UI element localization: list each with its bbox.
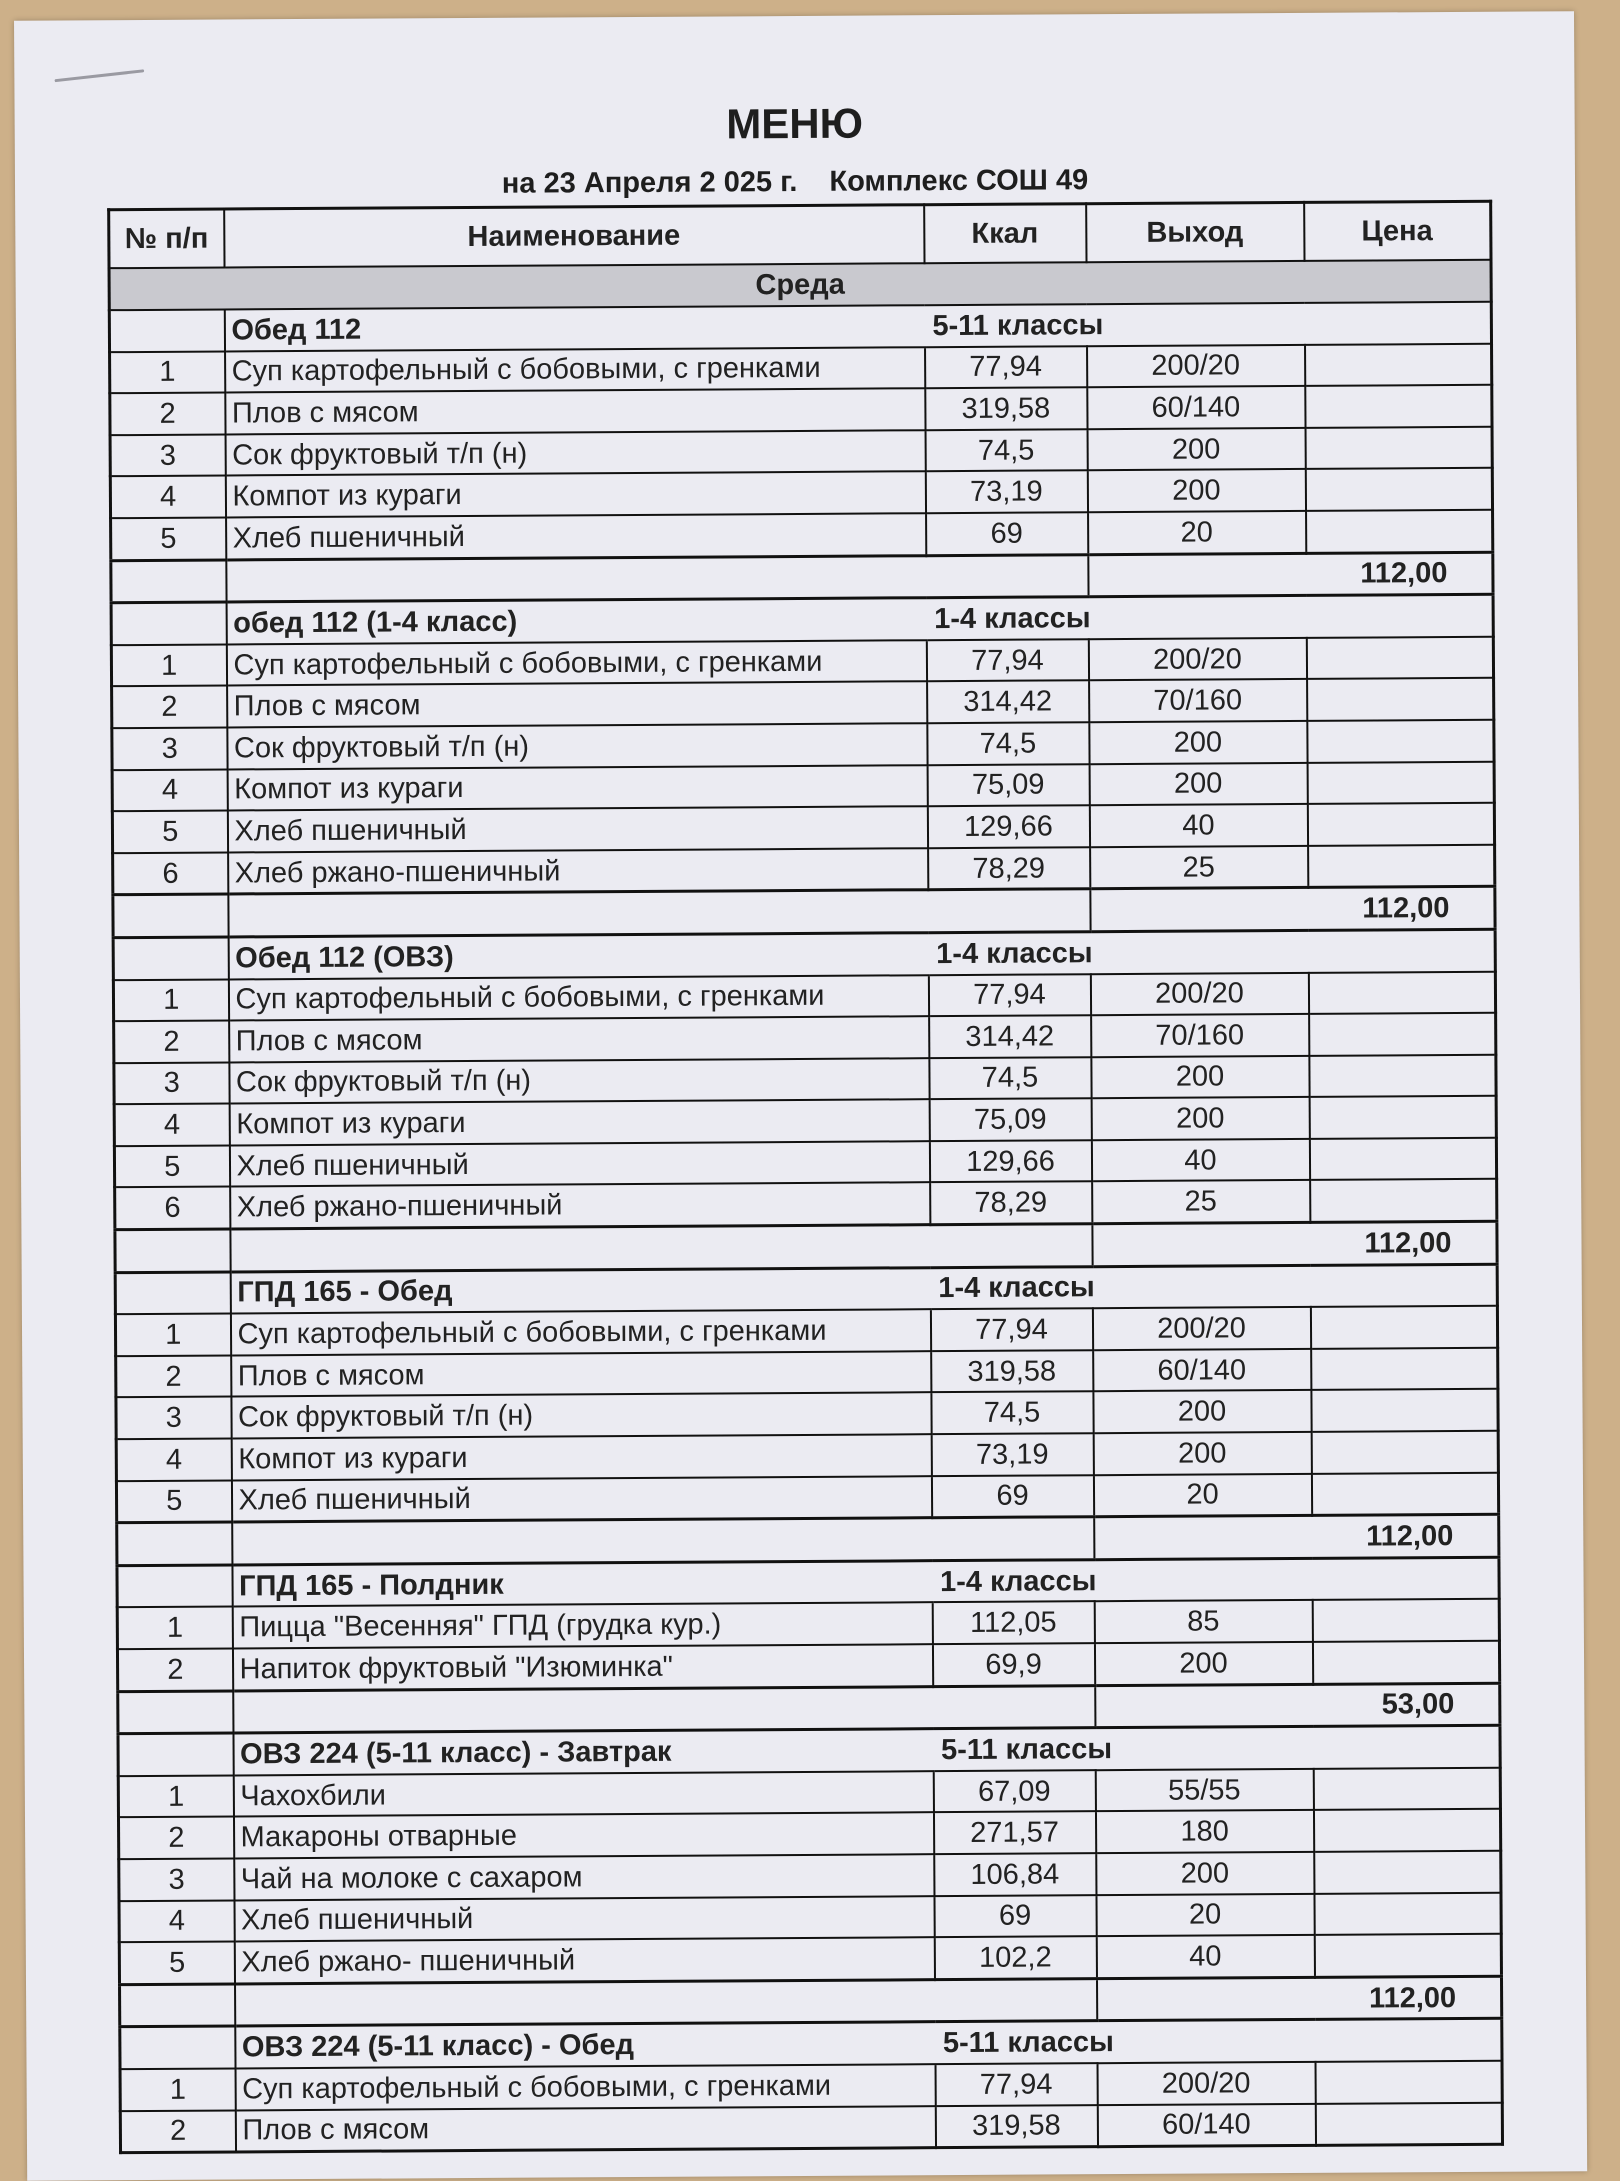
total-empty-cell xyxy=(120,1984,235,2027)
item-price xyxy=(1309,1013,1496,1056)
group-number-cell xyxy=(118,1733,233,1776)
item-kcal: 77,94 xyxy=(926,639,1088,682)
item-name: Хлеб ржано-пшеничный xyxy=(228,848,928,894)
item-name: Суп картофельный с бобовыми, с гренками xyxy=(225,347,925,393)
item-kcal: 129,66 xyxy=(927,805,1089,848)
group-name: обед 112 (1-4 класс) xyxy=(226,598,926,644)
item-number: 1 xyxy=(118,1775,233,1817)
item-kcal: 69,9 xyxy=(932,1643,1094,1686)
item-name: Сок фруктовый т/п (н) xyxy=(227,723,927,769)
item-price xyxy=(1313,1768,1500,1811)
item-kcal: 69 xyxy=(934,1895,1096,1938)
item-output: 20 xyxy=(1088,511,1306,554)
item-name: Напиток фруктовый "Изюминка" xyxy=(232,1644,932,1690)
item-kcal: 69 xyxy=(931,1475,1093,1518)
item-price xyxy=(1305,427,1492,470)
item-number: 4 xyxy=(116,1438,231,1480)
total-empty-cell xyxy=(111,560,226,603)
item-price xyxy=(1306,636,1493,679)
item-kcal: 106,84 xyxy=(934,1853,1096,1896)
item-kcal: 112,05 xyxy=(932,1602,1094,1645)
item-name: Хлеб ржано- пшеничный xyxy=(234,1937,934,1983)
group-name: Обед 112 xyxy=(224,305,924,351)
total-empty-cell xyxy=(115,1229,230,1272)
item-output: 40 xyxy=(1091,1139,1309,1182)
item-kcal: 77,94 xyxy=(935,2063,1097,2106)
item-name: Компот из кураги xyxy=(227,765,927,811)
item-price xyxy=(1314,1892,1501,1935)
item-price xyxy=(1305,385,1492,428)
item-price xyxy=(1315,2102,1502,2145)
item-price xyxy=(1305,468,1492,511)
item-number: 2 xyxy=(110,393,225,435)
item-number: 6 xyxy=(113,852,228,895)
item-kcal: 73,19 xyxy=(925,471,1087,514)
item-price xyxy=(1307,678,1494,721)
page-title: МЕНЮ xyxy=(726,99,864,148)
header-row xyxy=(109,201,1491,268)
group-classes: 1-4 классы xyxy=(932,1557,1499,1603)
item-output: 25 xyxy=(1092,1180,1310,1223)
item-name: Макароны отварные xyxy=(233,1813,933,1859)
item-output: 200 xyxy=(1094,1642,1312,1685)
menu-complex: Комплекс СОШ 49 xyxy=(829,164,1089,198)
item-number: 2 xyxy=(117,1648,232,1691)
item-number: 1 xyxy=(120,2068,235,2110)
item-output: 25 xyxy=(1090,846,1308,889)
group-number-cell xyxy=(115,1272,230,1315)
item-name: Компот из кураги xyxy=(229,1099,929,1145)
group-number-cell xyxy=(111,602,226,645)
page-subtitle xyxy=(15,161,1575,204)
item-price xyxy=(1311,1472,1498,1515)
group-classes: 1-4 классы xyxy=(928,929,1495,975)
group-total-price: 112,00 xyxy=(1094,1514,1499,1559)
item-price xyxy=(1307,803,1494,846)
item-name: Сок фруктовый т/п (н) xyxy=(229,1058,929,1104)
group-total-price: 112,00 xyxy=(1090,887,1495,932)
item-number: 1 xyxy=(117,1607,232,1649)
item-output: 180 xyxy=(1095,1810,1313,1853)
item-output: 200/20 xyxy=(1097,2062,1315,2105)
item-output: 85 xyxy=(1094,1600,1312,1643)
item-price xyxy=(1313,1809,1500,1852)
item-price xyxy=(1308,971,1495,1014)
item-name: Чай на молоке с сахаром xyxy=(234,1854,934,1900)
total-empty-cell xyxy=(233,1685,1095,1733)
item-output: 200 xyxy=(1091,1097,1309,1140)
item-output: 60/140 xyxy=(1087,386,1305,429)
item-price xyxy=(1309,1054,1496,1097)
item-kcal: 314,42 xyxy=(927,681,1089,724)
item-kcal: 319,58 xyxy=(935,2105,1097,2148)
group-name: ОВЗ 224 (5-11 класс) - Обед xyxy=(235,2022,935,2068)
item-output: 70/160 xyxy=(1089,679,1307,722)
group-name: ГПД 165 - Полдник xyxy=(232,1560,932,1606)
item-output: 20 xyxy=(1096,1893,1314,1936)
item-number: 4 xyxy=(119,1900,234,1942)
group-classes: 1-4 классы xyxy=(930,1264,1497,1310)
menu-sheet xyxy=(14,11,1587,2180)
group-total-price: 112,00 xyxy=(1092,1221,1497,1266)
item-kcal: 319,58 xyxy=(925,387,1087,430)
item-price xyxy=(1306,510,1493,553)
item-kcal: 314,42 xyxy=(929,1015,1091,1058)
group-name: ГПД 165 - Обед xyxy=(230,1267,930,1313)
item-output: 60/140 xyxy=(1093,1349,1311,1392)
item-price xyxy=(1310,1306,1497,1349)
item-output: 200 xyxy=(1089,762,1307,805)
item-number: 2 xyxy=(112,686,227,728)
item-price xyxy=(1312,1641,1499,1684)
total-empty-cell xyxy=(232,1517,1094,1565)
item-price xyxy=(1311,1389,1498,1432)
item-number: 3 xyxy=(112,727,227,769)
item-name: Сок фруктовый т/п (н) xyxy=(225,430,925,476)
item-output: 200 xyxy=(1087,469,1305,512)
group-total-price: 112,00 xyxy=(1096,1976,1501,2021)
item-name: Хлеб пшеничный xyxy=(231,1476,931,1522)
item-kcal: 74,5 xyxy=(929,1057,1091,1100)
item-kcal: 271,57 xyxy=(933,1812,1095,1855)
col-kcal: Ккал xyxy=(924,204,1086,263)
item-price xyxy=(1314,1934,1501,1977)
item-name: Суп картофельный с бобовыми, с гренками xyxy=(230,1309,930,1355)
item-name: Хлеб пшеничный xyxy=(226,513,926,559)
item-number: 2 xyxy=(114,1021,229,1063)
day-label: Среда xyxy=(109,260,1491,310)
group-number-cell xyxy=(117,1565,232,1608)
item-name: Хлеб пшеничный xyxy=(227,806,927,852)
item-output: 200/20 xyxy=(1092,1307,1310,1350)
item-name: Суп картофельный с бобовыми, с гренками xyxy=(235,2064,935,2110)
total-empty-cell xyxy=(226,554,1088,602)
item-price xyxy=(1309,1138,1496,1181)
item-price xyxy=(1312,1599,1499,1642)
item-kcal: 74,5 xyxy=(925,429,1087,472)
item-price xyxy=(1314,1851,1501,1894)
item-kcal: 77,94 xyxy=(928,974,1090,1017)
item-price xyxy=(1307,720,1494,763)
item-price xyxy=(1310,1179,1497,1222)
item-number: 1 xyxy=(115,1314,230,1356)
item-kcal: 78,29 xyxy=(928,847,1090,890)
item-number: 4 xyxy=(114,1104,229,1146)
item-output: 40 xyxy=(1089,804,1307,847)
item-number: 5 xyxy=(116,1480,231,1523)
item-name: Хлеб ржано-пшеничный xyxy=(230,1183,930,1229)
item-name: Плов с мясом xyxy=(231,1351,931,1397)
item-number: 4 xyxy=(110,476,225,518)
item-name: Хлеб пшеничный xyxy=(234,1896,934,1942)
item-price xyxy=(1311,1431,1498,1474)
item-kcal: 78,29 xyxy=(930,1182,1092,1225)
total-empty-cell xyxy=(118,1691,233,1734)
group-name: ОВЗ 224 (5-11 класс) - Завтрак xyxy=(233,1729,933,1775)
item-price xyxy=(1307,761,1494,804)
group-number-cell xyxy=(113,937,228,980)
total-empty-cell xyxy=(113,894,228,937)
item-kcal: 74,5 xyxy=(931,1392,1093,1435)
group-number-cell xyxy=(120,2026,235,2069)
item-output: 200/20 xyxy=(1090,972,1308,1015)
item-number: 6 xyxy=(115,1187,230,1230)
item-kcal: 129,66 xyxy=(929,1140,1091,1183)
item-name: Пицца "Весенняя" ГПД (грудка кур.) xyxy=(232,1603,932,1649)
item-output: 200 xyxy=(1093,1432,1311,1475)
item-kcal: 69 xyxy=(926,512,1088,555)
group-classes: 5-11 классы xyxy=(933,1725,1500,1771)
item-price xyxy=(1308,844,1495,887)
item-output: 200/20 xyxy=(1088,638,1306,681)
group-total-price: 53,00 xyxy=(1095,1683,1500,1728)
item-name: Плов с мясом xyxy=(227,682,927,728)
item-output: 20 xyxy=(1093,1473,1311,1516)
group-classes: 5-11 классы xyxy=(935,2019,1502,2065)
item-output: 60/140 xyxy=(1097,2103,1315,2146)
item-price xyxy=(1305,343,1492,386)
item-number: 3 xyxy=(114,1062,229,1104)
item-price xyxy=(1311,1348,1498,1391)
item-name: Хлеб пшеничный xyxy=(229,1141,929,1187)
item-number: 3 xyxy=(110,434,225,476)
col-output: Выход xyxy=(1086,202,1304,262)
menu-item-row xyxy=(120,2102,1502,2153)
item-number: 5 xyxy=(114,1145,229,1187)
item-name: Сок фруктовый т/п (н) xyxy=(231,1393,931,1439)
item-number: 1 xyxy=(110,351,225,393)
item-name: Суп картофельный с бобовыми, с гренками xyxy=(226,640,926,686)
item-kcal: 75,09 xyxy=(929,1098,1091,1141)
item-number: 2 xyxy=(116,1355,231,1397)
group-classes: 5-11 классы xyxy=(924,302,1491,347)
item-name: Плов с мясом xyxy=(225,388,925,434)
item-kcal: 75,09 xyxy=(927,764,1089,807)
total-empty-cell xyxy=(235,1978,1097,2026)
item-kcal: 102,2 xyxy=(934,1936,1096,1979)
group-classes: 1-4 классы xyxy=(926,594,1493,640)
col-number: № п/п xyxy=(109,209,224,268)
item-output: 70/160 xyxy=(1091,1014,1309,1057)
item-output: 200 xyxy=(1087,428,1305,471)
item-number: 3 xyxy=(119,1858,234,1900)
item-number: 2 xyxy=(118,1817,233,1859)
item-output: 200 xyxy=(1093,1390,1311,1433)
item-number: 2 xyxy=(120,2110,235,2153)
item-kcal: 73,19 xyxy=(931,1433,1093,1476)
item-name: Плов с мясом xyxy=(235,2106,935,2152)
menu-table xyxy=(107,200,1504,2155)
item-number: 5 xyxy=(112,811,227,853)
group-name: Обед 112 (ОВЗ) xyxy=(228,933,928,979)
item-kcal: 67,09 xyxy=(933,1770,1095,1813)
item-name: Компот из кураги xyxy=(231,1434,931,1480)
item-name: Плов с мясом xyxy=(229,1016,929,1062)
item-output: 40 xyxy=(1096,1935,1314,1978)
item-price xyxy=(1315,2061,1502,2104)
item-number: 1 xyxy=(113,979,228,1021)
group-total-price: 112,00 xyxy=(1088,552,1493,597)
group-number-cell xyxy=(109,309,224,351)
item-kcal: 77,94 xyxy=(930,1308,1092,1351)
menu-date: на 23 Апреля 2 025 г. xyxy=(501,165,798,200)
staple xyxy=(54,69,144,82)
total-empty-cell xyxy=(230,1224,1092,1272)
item-kcal: 74,5 xyxy=(927,722,1089,765)
item-output: 55/55 xyxy=(1095,1769,1313,1812)
item-price xyxy=(1309,1096,1496,1139)
item-output: 200/20 xyxy=(1087,344,1305,387)
item-name: Суп картофельный с бобовыми, с гренками xyxy=(228,975,928,1021)
total-empty-cell xyxy=(117,1522,232,1565)
item-number: 5 xyxy=(119,1942,234,1985)
total-empty-cell xyxy=(228,889,1090,937)
item-number: 3 xyxy=(116,1397,231,1439)
item-number: 1 xyxy=(111,644,226,686)
col-price: Цена xyxy=(1304,201,1491,261)
item-name: Компот из кураги xyxy=(225,472,925,518)
item-kcal: 77,94 xyxy=(925,346,1087,389)
item-kcal: 319,58 xyxy=(931,1350,1093,1393)
item-name: Чахохбили xyxy=(233,1771,933,1817)
item-number: 4 xyxy=(112,769,227,811)
item-output: 200 xyxy=(1096,1852,1314,1895)
item-number: 5 xyxy=(111,517,226,560)
col-name: Наименование xyxy=(224,205,924,268)
item-output: 200 xyxy=(1089,721,1307,764)
item-output: 200 xyxy=(1091,1056,1309,1099)
